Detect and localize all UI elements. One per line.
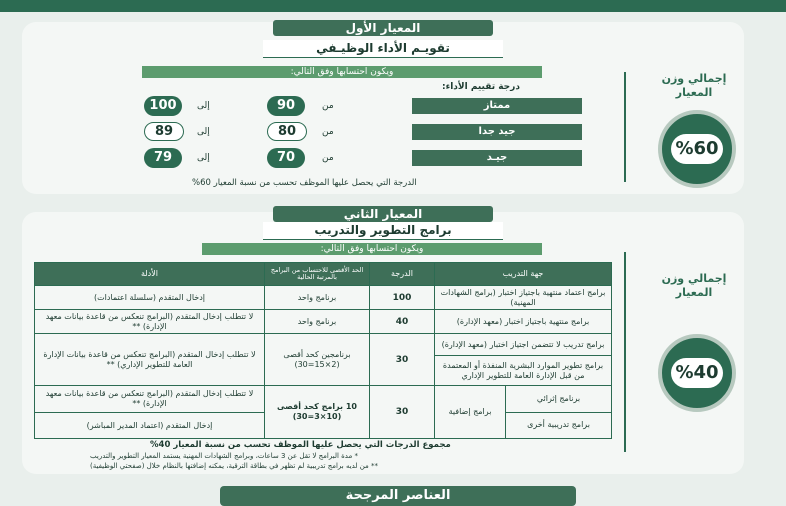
weight-title: إجمالي وزن المعيار bbox=[661, 72, 727, 99]
weight-title: إجمالي وزن المعيار bbox=[661, 272, 727, 299]
weight-value: %60 bbox=[671, 134, 723, 164]
cell-score: 30 bbox=[370, 334, 435, 386]
cell-entity: برامج تطوير الموارد البشرية المنفذة أو المعتمدة من قبل الإدارة العامة للتطوير الإداري bbox=[435, 356, 612, 386]
col-header: الأدلة bbox=[35, 263, 265, 286]
from-word: من bbox=[322, 127, 334, 137]
cell-entity: برامج تدريب لا تتضمن اجتياز اختبار (معهد الإدارة) bbox=[435, 334, 612, 356]
criterion-1-header: المعيار الأول bbox=[273, 20, 493, 36]
entity-group: برامج إضافية bbox=[448, 407, 492, 416]
cell-evidence: لا تتطلب إدخال المتقدم (البرامج تنعكس من قاعدة بيانات معهد الإدارة) ** bbox=[35, 310, 265, 334]
grade-row bbox=[22, 148, 582, 168]
to-word: إلى bbox=[197, 101, 210, 111]
grade-label: درجة تقييم الأداء: bbox=[442, 82, 520, 92]
weight-circle bbox=[658, 110, 736, 188]
criterion-2-weight-panel bbox=[624, 272, 764, 383]
criterion-1-card bbox=[22, 22, 744, 194]
cell-score: 30 bbox=[370, 386, 435, 439]
evidence-line: إدخال المتقدم (اعتماد المدير المباشر) bbox=[86, 420, 213, 430]
col-header: الدرجة bbox=[370, 263, 435, 286]
grade-row bbox=[22, 122, 582, 142]
from-value: 80 bbox=[267, 122, 307, 141]
criterion-1-weight-panel bbox=[624, 72, 764, 159]
cell-max: برنامجين كحد أقصى (2×15=30) bbox=[265, 334, 370, 386]
to-value: 89 bbox=[144, 122, 184, 141]
to-value: 100 bbox=[144, 96, 182, 116]
weight-value: %40 bbox=[671, 358, 723, 388]
top-band bbox=[0, 0, 786, 12]
from-value: 70 bbox=[267, 148, 305, 168]
criterion-2-note: مجموع الدرجات التي يحصل عليها الموظف تحسب من نسبة المعيار 40% bbox=[150, 440, 451, 450]
criterion-1-subtitle: تقويـم الأداء الوظيـفي bbox=[263, 40, 503, 58]
evidence-line: لا تتطلب إدخال المتقدم (البرامج تنعكس من قاعدة بيانات معهد الإدارة) ** bbox=[35, 386, 264, 413]
table-row bbox=[35, 386, 612, 439]
grade-row bbox=[22, 96, 582, 116]
sub-entity: برامج تدريبية أخرى bbox=[527, 420, 590, 430]
cell-max: برنامج واحد bbox=[265, 286, 370, 310]
grade-name: جيد جدا bbox=[412, 124, 582, 140]
table-row bbox=[35, 310, 612, 334]
cell-evidence: إدخال المتقدم (سلسلة اعتمادات) bbox=[35, 286, 265, 310]
cell-score: 40 bbox=[370, 310, 435, 334]
weight-circle bbox=[658, 334, 736, 412]
table-row bbox=[35, 286, 612, 310]
to-value: 79 bbox=[144, 148, 182, 168]
cell-max: 10 برامج كحد أقصى (10×3=30) bbox=[265, 386, 370, 439]
sub-entity: برنامج إثرائي bbox=[506, 386, 611, 413]
from-word: من bbox=[322, 101, 334, 111]
col-header: الحد الأقصى للاحتساب من البرامج بالمرتبة الحالية bbox=[265, 263, 370, 286]
table-header bbox=[35, 263, 612, 286]
cell-evidence: لا تتطلب إدخال المتقدم (البرامج تنعكس من قاعدة بيانات الإدارة العامة للتطوير الإداري) ** bbox=[35, 334, 265, 386]
calc-bar: ويكون احتسابها وفق التالي: bbox=[142, 66, 542, 78]
grade-name: ممتاز bbox=[412, 98, 582, 114]
from-word: من bbox=[322, 153, 334, 163]
footnote-1: * مدة البرامج لا تقل عن 3 ساعات، وبرامج الشهادات المهنية يستمد المعيار التطوير والتدريب bbox=[90, 452, 358, 460]
calc-bar: ويكون احتسابها وفق التالي: bbox=[202, 243, 542, 255]
weighted-elements-header: العناصر المرجحة bbox=[220, 486, 576, 506]
to-word: إلى bbox=[197, 153, 210, 163]
criterion-2-header: المعيار الثاني bbox=[273, 206, 493, 222]
cell-score: 100 bbox=[370, 286, 435, 310]
cell-max: برنامج واحد bbox=[265, 310, 370, 334]
table-row bbox=[35, 334, 612, 356]
cell-entity bbox=[435, 386, 612, 439]
criterion-1-note: الدرجة التي يحصل عليها الموظف تحسب من نسبة المعيار 60% bbox=[192, 178, 417, 188]
cell-evidence bbox=[35, 386, 265, 439]
cell-entity: برامج منتهية باجتياز اختبار (معهد الإدارة) bbox=[435, 310, 612, 334]
cell-entity: برامج اعتماد منتهية باجتياز اختبار (برامج الشهادات المهنية) bbox=[435, 286, 612, 310]
grade-name: جيـد bbox=[412, 150, 582, 166]
col-header: جهة التدريب bbox=[435, 263, 612, 286]
footnote-2: ** من لديه برامج تدريبية لم تظهر في بطاقة الترقية، يمكنه إضافتها بالنظام خلال (صفحتي الوظيفية) bbox=[90, 462, 378, 470]
criterion-2-subtitle: برامج التطوير والتدريب bbox=[263, 222, 503, 240]
from-value: 90 bbox=[267, 96, 305, 116]
training-table bbox=[34, 262, 612, 439]
to-word: إلى bbox=[197, 127, 210, 137]
